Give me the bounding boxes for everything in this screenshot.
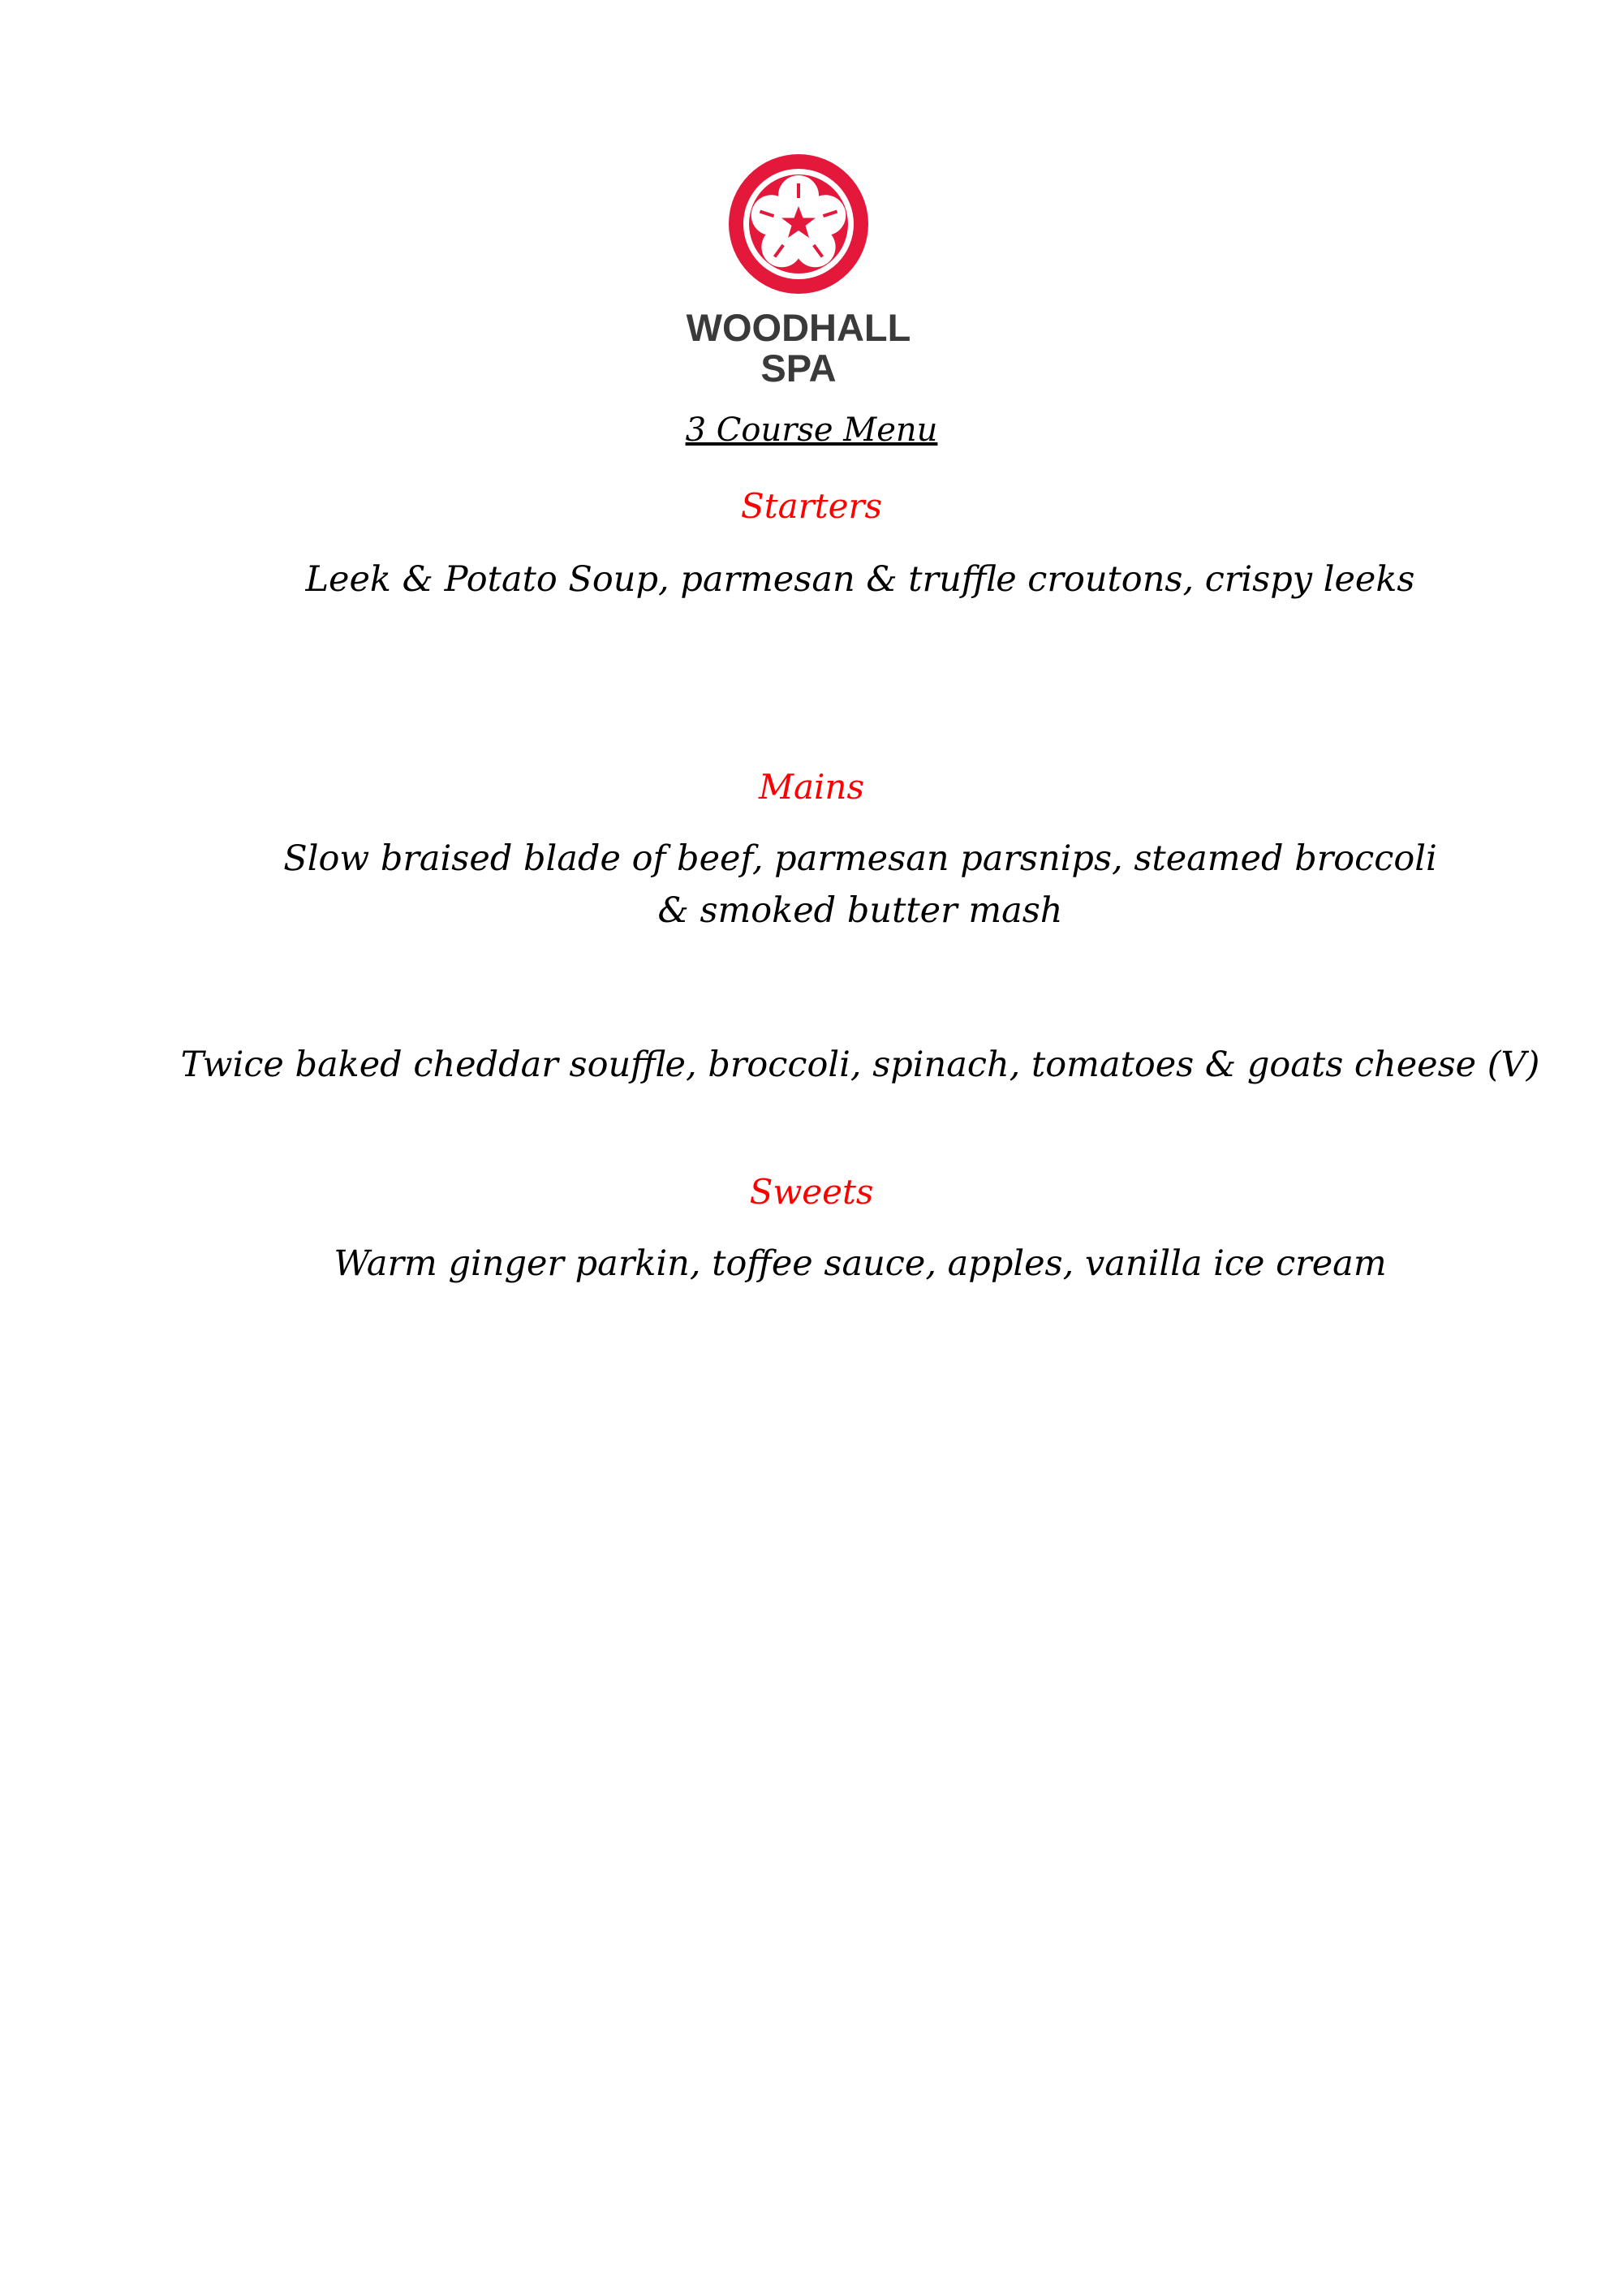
starter-dish-1 bbox=[0, 554, 1623, 605]
main-dish-2 bbox=[0, 1039, 1623, 1091]
dish-line: & smoked butter mash bbox=[657, 890, 1063, 931]
dish-line: Slow braised blade of beef, parmesan parsnips, steamed broccoli bbox=[283, 838, 1437, 879]
dish-line: Leek & Potato Soup, parmesan & truffle croutons, crispy leeks bbox=[305, 559, 1415, 600]
woodhall-spa-logo bbox=[678, 151, 919, 391]
main-dish-1 bbox=[0, 833, 1623, 937]
logo-brand-line-2: SPA bbox=[760, 347, 837, 390]
dish-line: Warm ginger parkin, toffee sauce, apples, vanilla ice cream bbox=[334, 1243, 1387, 1284]
tudor-rose-icon bbox=[678, 151, 919, 391]
mains-heading: Mains bbox=[758, 767, 865, 807]
sweet-dish-1 bbox=[0, 1238, 1623, 1290]
dish-line: Twice baked cheddar souffle, broccoli, spinach, tomatoes & goats cheese (V) bbox=[180, 1045, 1540, 1085]
starters-heading: Starters bbox=[740, 486, 883, 526]
menu-title: 3 Course Menu bbox=[685, 411, 938, 449]
sweets-heading: Sweets bbox=[749, 1172, 874, 1212]
logo-brand-line-1: WOODHALL bbox=[686, 306, 911, 349]
